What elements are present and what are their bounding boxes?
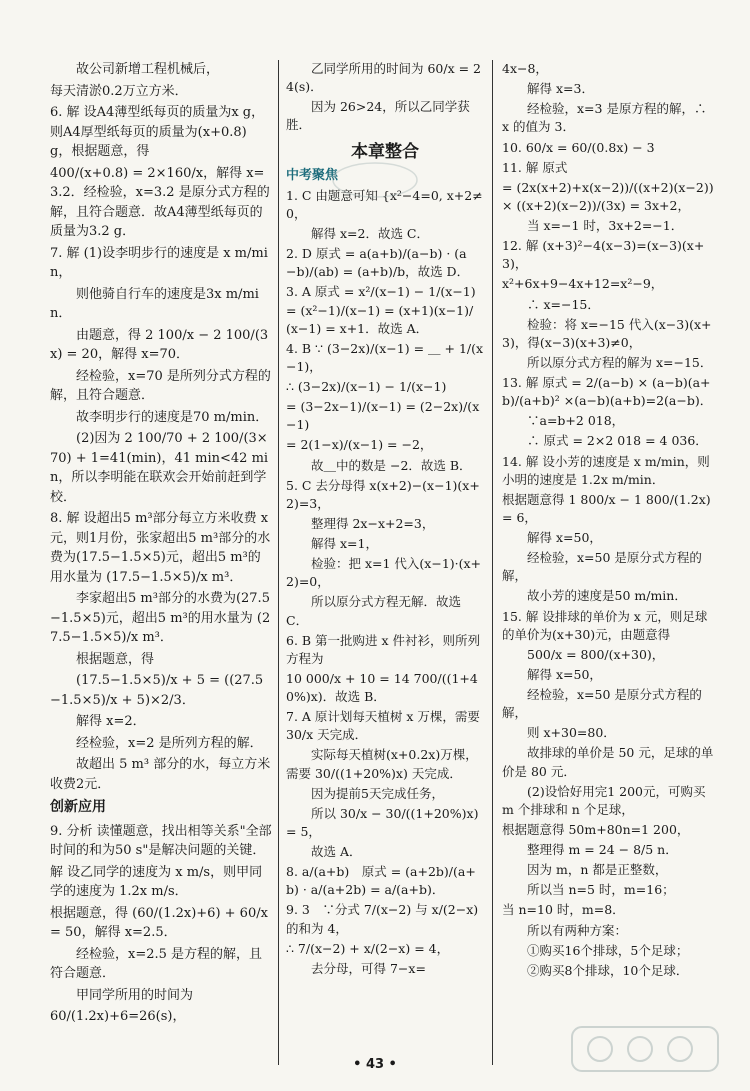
col2-line: ∴ (3−2x)/(x−1) − 1/(x−1) [286,379,447,394]
col1-line: 经检验，x=70 是所列分式方程的解，且符合题意． [50,368,271,403]
col3-line: 11. 解 原式 [502,159,568,175]
col3-line: 所以有两种方案： [502,922,628,938]
col3-line: ∴ x=−15． [502,296,600,312]
column-divider-right [492,60,493,1065]
col1-line: 经检验，x=2.5 是方程的解，且符合题意． [50,946,263,981]
col3-line: 所以当 n=5 时，m=16； [502,882,675,898]
col2-line: 所以 30/x − 30/((1+20%)x) = 5， [286,805,483,839]
section-heading: 中考聚焦 [286,167,339,183]
col1-line: 解 设乙同学的速度为 x m/s，则甲同学的速度为 1.2x m/s． [50,864,263,899]
col2-line: 6. B 第一批购进 x 件衬衫，则所列方程为 [286,632,481,666]
col1-line: 每天清淤0.2万立方米． [50,83,188,99]
col3-line: 500/x = 800/(x+30)， [502,646,665,662]
col1-line: 李家超出5 m³部分的水费为(27.5−1.5×5)元，超出5 m³的用水量为 (27.5−1.5×5)/x m³． [50,591,271,645]
col1-line: (17.5−1.5×5)/x + 5 = ((27.5−1.5×5)/x + 5)×2/3． [50,673,264,708]
col2-line: 去分母，可得 7−x= [286,960,426,976]
col2-line: 故＿中的数是 −2．故选 B． [286,457,472,473]
col3-line: 当 x=−1 时，3x+2=−1． [502,218,684,233]
col3-line: 因为 m，n 都是正整数， [502,862,668,878]
col2-line: 因为 26>24，所以乙同学获胜． [286,99,470,133]
col3-line: 经检验，x=50 是原分式方程的解， [502,687,702,721]
col3-line: 故排球的单价是 50 元，足球的单价是 80 元． [502,745,714,779]
col2-line: 9. 3 ∵分式 7/(x−2) 与 x/(2−x) 的和为 4， [286,902,483,936]
col1-line: 根据题意，得 (60/(1.2x)+6) + 60/x = 50，解得 x=2.5． [50,905,273,940]
column-divider-left [278,60,279,1065]
col2-line: 4. B ∵ (3−2x)/(x−1) = ＿ + 1/(x−1)， [286,340,484,374]
col3-line: 13. 解 原式 = 2/(a−b) × (a−b)(a+b)/(a+b)² ×(a−b)(a+b)=2(a−b)． [502,375,713,409]
col3-line: ②购买8个排球，10个足球． [502,962,689,978]
chapter-summary-title: 本章整合 [351,141,419,162]
col1-line: 故超出 5 m³ 部分的水，每立方米收费2元． [50,757,271,792]
col3-line: 检验：将 x=−15 代入(x−3)(x+3)，得(x−3)(x+3)≠0， [502,316,712,350]
section-heading: 创新应用 [50,799,106,815]
col1-line: 故公司新增工程机械后， [50,62,220,77]
col1-line: 故李明步行的速度是70 m/min． [50,409,269,425]
col1-line: 8. 解 设超出5 m³部分每立方米收费 x 元，则1月份，张家超出5 m³部分的水费为(17.5−1.5×5)元，超出5 m³的用水量为 (17.5−1.5×5)/x m³． [50,511,273,585]
col3-line: 4x−8， [502,61,548,76]
col2-line: 因为提前5天完成任务， [286,785,444,801]
col2-line: 8. a/(a+b) 原式 = (a+2b)/(a+b) · a/(a+2b) = a/(a+b)． [286,864,476,898]
col1-line: 则他骑自行车的速度是3x m/min． [50,286,259,321]
col3-line: x²+6x+9−4x+12=x²−9， [502,276,664,292]
answer-column-right [502,60,718,982]
watermark-logo [570,1019,720,1079]
col2-line: = 2(1−x)/(x−1) = −2， [286,437,433,453]
col2-line: 解得 x=2．故选 C． [286,226,429,241]
col1-line: 根据题意，得 [50,651,155,667]
col2-line: 检验：把 x=1 代入(x−1)·(x+2)=0， [286,556,482,590]
col3-line: 12. 解 (x+3)²−4(x−3)=(x−3)(x+3)， [502,238,705,272]
col3-line: 则 x+30=80． [502,725,616,741]
answer-column-left [50,60,272,1029]
col1-line: 由题意，得 2 100/x − 2 100/(3x) = 20，解得 x=70． [50,327,269,362]
col3-line: 经检验，x=3 是原方程的解，∴ x 的值为 3． [502,101,711,135]
col2-line: 3. A 原式 = x²/(x−1) − 1/(x−1) = (x²−1)/(x−1) = (x+1)(x−1)/(x−1) = x+1．故选 A． [286,284,480,336]
col1-line: 6. 解 设A4薄型纸每页的质量为x g，则A4厚型纸每页的质量为(x+0.8) g，根据题意，得 [50,105,265,159]
col3-line: 根据题意得 1 800/x − 1 800/(1.2x) = 6， [502,491,715,525]
col3-line: ∴ 原式 = 2×2 018 = 4 036． [502,433,708,449]
col1-line: 7. 解 (1)设李明步行的速度是 x m/min， [50,245,268,280]
col1-line: 甲同学所用的时间为 [50,987,194,1003]
col3-line: 解得 x=3． [502,81,594,97]
col3-line: 解得 x=50， [502,666,602,682]
col2-line: 所以原分式方程无解．故选 C． [286,594,465,628]
col1-line: (2)因为 2 100/70 + 2 100/(3×70) + 1=41(min)，41 min<42 min，所以李明能在联欢会开始前赶到学校． [50,431,269,505]
col1-line: 经检验，x=2 是所列方程的解． [50,735,263,751]
col1-line: 9. 分析 读懂题意，找出相等关系"全部时间的和为50 s"是解决问题的关键． [50,823,272,858]
col2-line: 2. D 原式 = a(a+b)/(a−b) · (a−b)/(ab) = (a+b)/b，故选 D． [286,246,470,280]
col3-line: 根据题意得 50m+80n=1 200， [502,821,690,837]
col3-line: 整理得 m = 24 − 8/5 n． [502,842,678,857]
page-number: • 43 • [353,1057,397,1072]
col3-line: 当 n=10 时，m=8． [502,902,625,918]
col2-line: 7. A 原计划每天植树 x 万棵，需要 30/x 天完成． [286,709,484,743]
col2-line: 1. C 由题意可知 {x²−4=0, x+2≠0， [286,187,483,221]
col2-line: 10 000/x + 10 = 14 700/((1+40%)x)．故选 B． [286,670,478,704]
col2-line: 乙同学所用的时间为 60/x = 24(s)． [286,61,482,95]
col3-line: 15. 解 设排球的单价为 x 元，则足球的单价为(x+30)元，由题意得 [502,608,708,642]
col1-line: 解得 x=2． [50,714,146,729]
col2-line: 整理得 2x−x+2=3， [286,515,435,531]
col2-line: 故选 A． [286,844,362,859]
col2-line: 实际每天植树(x+0.2x)万棵，需要 30/((1+20%)x) 天完成． [286,747,478,781]
col3-line: 经检验，x=50 是原分式方程的解， [502,550,702,584]
col3-line: ∵a=b+2 018， [502,413,625,429]
col1-line: 400/(x+0.8) = 2×160/x，解得 x=3.2．经检验，x=3.2 是原分式方程的解，且符合题意．故A4薄型纸每页的质量为3.2 g． [50,165,270,239]
col1-line: 60/(1.2x)+6=26(s)， [50,1009,186,1024]
col3-line: ①购买16个排球，5个足球； [502,942,689,958]
col3-line: (2)设恰好用完1 200元，可购买 m 个排球和 n 个足球， [502,783,710,817]
col2-line: 5. C 去分母得 x(x+2)−(x−1)(x+2)=3， [286,477,480,511]
col3-line: = (2x(x+2)+x(x−2))/((x+2)(x−2)) × ((x+2)(x−2))/(3x) = 3x+2， [502,179,718,213]
col2-line: = (3−2x−1)/(x−1) = (2−2x)/(x−1) [286,399,480,433]
col3-line: 10. 60/x = 60/(0.8x) − 3 [502,139,655,155]
col3-line: 所以原分式方程的解为 x=−15． [502,354,713,370]
col3-line: 故小芳的速度是50 m/min． [502,588,687,604]
col3-line: 14. 解 设小芳的速度是 x m/min，则小明的速度是 1.2x m/min． [502,453,710,487]
col3-line: 解得 x=50， [502,530,602,545]
watermark-stamp [330,160,420,200]
col2-line: ∴ 7/(x−2) + x/(2−x) = 4， [286,940,450,956]
col2-line: 解得 x=1， [286,536,378,551]
